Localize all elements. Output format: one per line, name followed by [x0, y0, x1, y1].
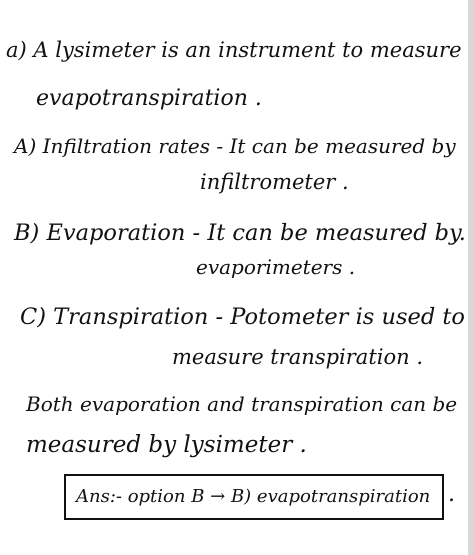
option-b-line-1: B) Evaporation - It can be measured by. [14, 220, 466, 246]
question-intro-line-1: a) A lysimeter is an instrument to measure [6, 38, 462, 62]
question-intro-line-2: evapotranspiration . [36, 86, 262, 111]
answer-text: Ans:- option B → B) evapotranspiration [76, 486, 431, 507]
option-c-line-1: C) Transpiration - Potometer is used to [20, 304, 465, 330]
option-b-line-2: evaporimeters . [196, 255, 356, 279]
answer-trailing-dot: . [448, 482, 455, 507]
conclusion-line-2: measured by lysimeter . [26, 432, 307, 458]
conclusion-line-1: Both evaporation and transpiration can be [26, 392, 458, 416]
answer-box [64, 474, 444, 520]
option-c-line-2: measure transpiration . [172, 345, 423, 369]
option-a-line-2: infiltrometer . [200, 170, 349, 194]
option-a-line-1: A) Infiltration rates - It can be measured by [14, 134, 456, 158]
